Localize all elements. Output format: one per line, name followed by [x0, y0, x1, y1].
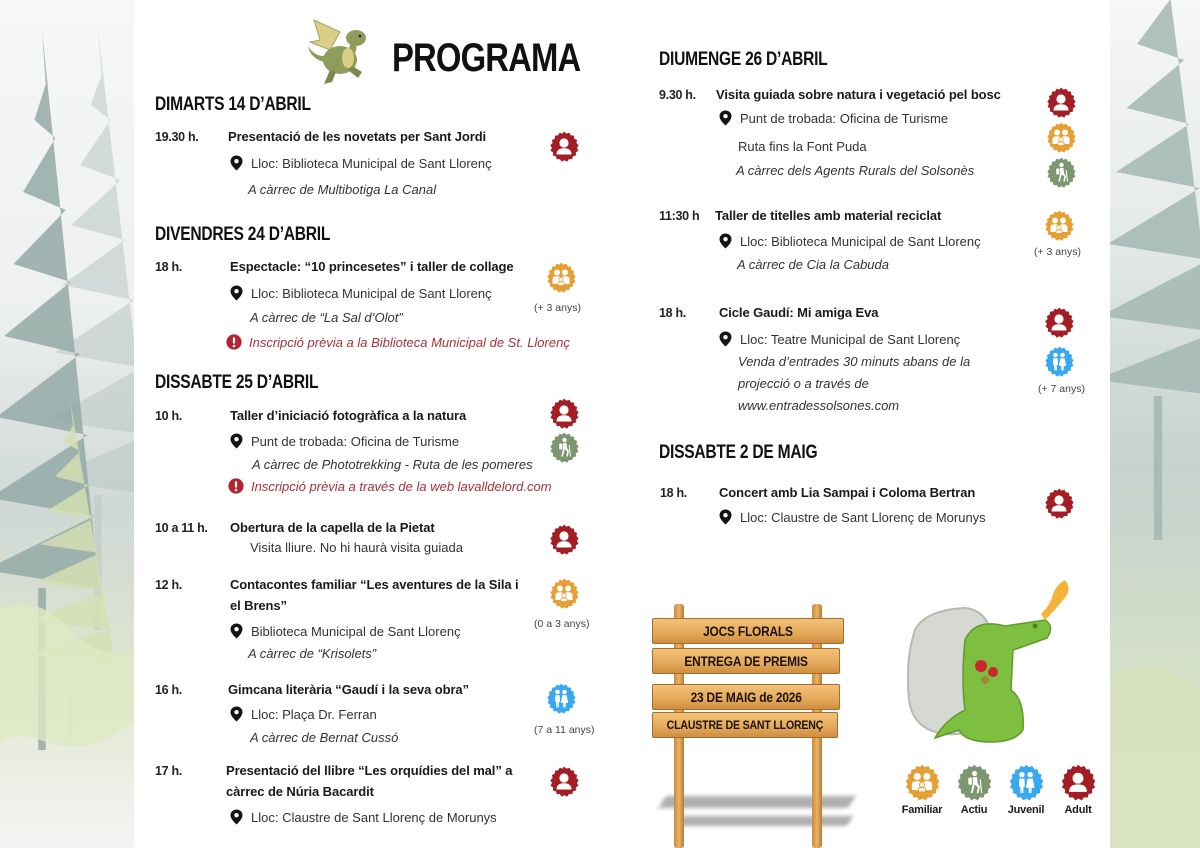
age-range: (7 a 11 anys)	[534, 724, 595, 736]
event-title: Concert amb Lia Sampai i Coloma Bertran	[719, 485, 976, 500]
event-time: 18 h.	[660, 486, 687, 500]
familiar-badge-icon	[545, 262, 577, 294]
juvenil-badge-icon	[545, 683, 577, 715]
registration-alert: Inscripció prèvia a la Biblioteca Municipal de St. Llorenç	[226, 334, 570, 350]
age-range: (+ 3 anys)	[534, 302, 581, 314]
event-organizer: A càrrec de Phototrekking - Ruta de les pomeres	[252, 457, 533, 472]
sign-board: CLAUSTRE DE SANT LLORENÇ	[652, 712, 838, 738]
adult-badge-icon	[1045, 87, 1077, 119]
alert-icon	[226, 334, 242, 350]
location-pin-icon	[719, 233, 732, 249]
location-pin-icon	[230, 285, 243, 301]
event-time: 9.30 h.	[659, 88, 696, 102]
adult-badge-icon	[1043, 307, 1075, 339]
event-location: Lloc: Plaça Dr. Ferran	[230, 706, 377, 722]
event-time: 11:30 h	[659, 209, 700, 223]
location-pin-icon	[230, 809, 243, 825]
legend-item-adult: Adult	[1056, 764, 1100, 816]
event-location: Punt de trobada: Oficina de Turisme	[719, 110, 948, 126]
juvenil-badge-icon	[1043, 346, 1075, 378]
event-time: 12 h.	[155, 578, 182, 592]
event-time: 18 h.	[155, 260, 182, 274]
forest-background-right	[1110, 0, 1200, 848]
jocs-florals-signpost	[640, 600, 850, 848]
forest-background-left	[0, 0, 134, 848]
event-title: Contacontes familiar “Les aventures de la Sila i el Brens”	[230, 577, 519, 613]
age-range: (0 a 3 anys)	[534, 618, 590, 630]
event-title: Espectacle: “10 princesetes” i taller de collage	[230, 259, 514, 274]
sign-board: JOCS FLORALS	[652, 618, 844, 644]
location-pin-icon	[230, 706, 243, 722]
event-title: Cicle Gaudí: Mi amiga Eva	[719, 305, 879, 320]
alert-icon	[228, 478, 244, 494]
event-time: 10 h.	[155, 409, 182, 423]
page-title: PROGRAMA	[392, 36, 581, 80]
ticket-info: Venda d’entrades 30 minuts abans de la projecció o a través de www.entradessolsones.com	[738, 354, 971, 413]
day-heading: DIVENDRES 24 D’ABRIL	[155, 224, 331, 245]
event-time: 16 h.	[155, 683, 182, 697]
event-title: Taller d’iniciació fotogràfica a la natura	[230, 408, 467, 423]
legend-item-juvenil: Juvenil	[1004, 764, 1048, 816]
day-heading: DISSABTE 2 DE MAIG	[659, 442, 818, 463]
familiar-badge-icon	[548, 578, 580, 610]
event-organizer: A càrrec de Multibotiga La Canal	[248, 182, 437, 197]
event-organizer: A càrrec de “Krisolets”	[248, 646, 377, 661]
event-location: Lloc: Claustre de Sant Llorenç de Morunys	[719, 509, 986, 525]
familiar-badge-icon	[1045, 122, 1077, 154]
event-note: Ruta fins la Font Puda	[738, 139, 867, 154]
event-organizer: A càrrec de Cia la Cabuda	[737, 257, 889, 272]
hiker-icon	[955, 764, 993, 802]
event-title: Visita guiada sobre natura i vegetació pel bosc	[716, 87, 1001, 102]
location-pin-icon	[230, 155, 243, 171]
actiu-badge-icon	[1045, 157, 1077, 189]
legend-item-familiar: Familiar	[900, 764, 944, 816]
location-pin-icon	[719, 110, 732, 126]
children-icon	[1007, 764, 1045, 802]
event-title: Presentació del llibre “Les orquídies del mal” a càrrec de Núria Bacardit	[226, 763, 513, 799]
event-location: Lloc: Teatre Municipal de Sant Llorenç	[719, 331, 960, 347]
event-organizer: A càrrec de “La Sal d’Olot”	[250, 310, 403, 325]
event-note: Visita lliure. No hi haurà visita guiada	[250, 540, 463, 555]
adult-badge-icon	[1043, 488, 1075, 520]
adult-badge-icon	[548, 524, 580, 556]
day-heading: DIUMENGE 26 D’ABRIL	[659, 49, 828, 70]
location-pin-icon	[230, 623, 243, 639]
event-location: Punt de trobada: Oficina de Turisme	[230, 433, 459, 449]
location-pin-icon	[230, 433, 243, 449]
event-location: Lloc: Biblioteca Municipal de Sant Llorenç	[719, 233, 981, 249]
event-organizer: A càrrec dels Agents Rurals del Solsonès	[736, 163, 975, 178]
adult-badge-icon	[548, 131, 580, 163]
actiu-badge-icon	[548, 432, 580, 464]
event-time: 10 a 11 h.	[155, 521, 208, 535]
event-title: Taller de titelles amb material reciclat	[715, 208, 942, 223]
event-organizer: A càrrec de Bernat Cussó	[250, 730, 399, 745]
dragon-mascot-illustration	[895, 570, 1080, 760]
sign-board: 23 DE MAIG de 2026	[652, 684, 840, 710]
registration-alert: Inscripció prèvia a través de la web lavalldelord.com	[228, 478, 552, 494]
location-pin-icon	[719, 509, 732, 525]
age-range: (+ 7 anys)	[1038, 383, 1085, 395]
familiar-badge-icon	[1043, 210, 1075, 242]
event-time: 19.30 h.	[155, 130, 199, 144]
audience-legend	[900, 764, 1100, 816]
event-location: Lloc: Claustre de Sant Llorenç de Morunys	[230, 809, 497, 825]
event-title: Presentació de les novetats per Sant Jordi	[228, 129, 487, 144]
sign-board: ENTREGA DE PREMIS	[652, 648, 840, 674]
event-title: Obertura de la capella de la Pietat	[230, 520, 435, 535]
event-location: Lloc: Biblioteca Municipal de Sant Llorenç	[230, 285, 492, 301]
location-pin-icon	[719, 331, 732, 347]
event-location: Biblioteca Municipal de Sant Llorenç	[230, 623, 461, 639]
legend-item-actiu: Actiu	[952, 764, 996, 816]
event-title: Gimcana literària “Gaudí i la seva obra”	[228, 682, 469, 697]
adult-badge-icon	[548, 398, 580, 430]
event-time: 18 h.	[659, 306, 686, 320]
adult-badge-icon	[548, 766, 580, 798]
age-range: (+ 3 anys)	[1034, 246, 1081, 258]
family-icon	[903, 764, 941, 802]
day-heading: DIMARTS 14 D’ABRIL	[155, 94, 311, 115]
event-time: 17 h.	[155, 764, 182, 778]
adult-person-icon	[1059, 764, 1097, 802]
day-heading: DISSABTE 25 D’ABRIL	[155, 372, 319, 393]
event-location: Lloc: Biblioteca Municipal de Sant Llorenç	[230, 155, 492, 171]
dragon-illustration	[300, 12, 380, 92]
